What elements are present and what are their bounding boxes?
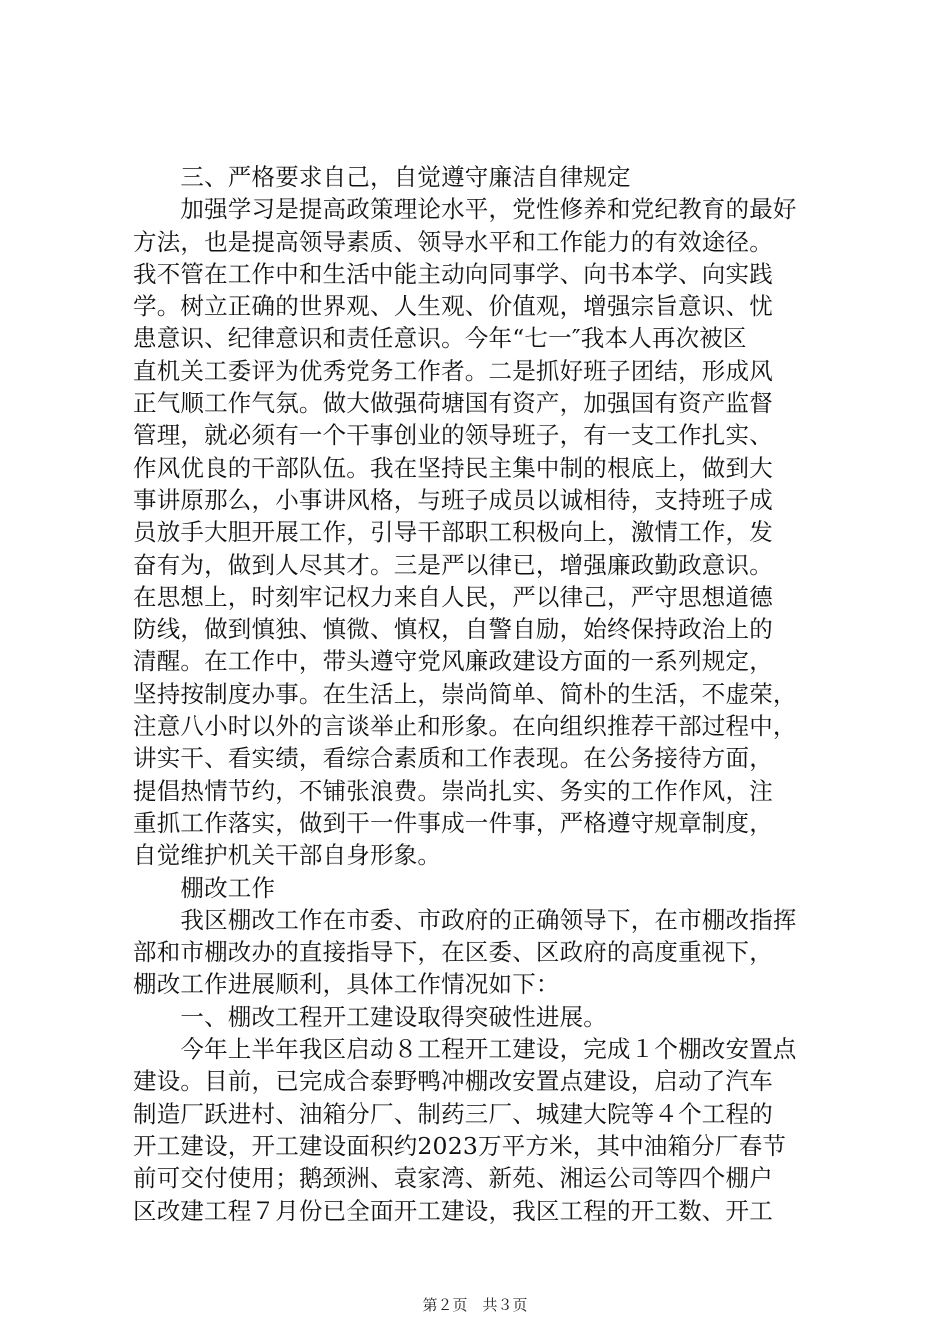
- text-line: 直机关工委评为优秀党务工作者。二是抓好班子团结，形成风: [133, 356, 773, 385]
- text-line: 开工建设，开工建设面积约2023万平方米，其中油箱分厂春节: [133, 1131, 787, 1160]
- text-line: 防线，做到慎独、慎微、慎权，自警自励，始终保持政治上的: [133, 615, 773, 644]
- text-line: 部和市棚改办的直接指导下，在区委、区政府的高度重视下，: [133, 938, 773, 967]
- text-line: 棚改工作: [133, 873, 276, 902]
- text-line: 建设。目前，已完成合泰野鸭冲棚改安置点建设，启动了汽车: [133, 1067, 773, 1096]
- text-line: 棚改工作进展顺利，具体工作情况如下：: [133, 970, 560, 999]
- text-line: 患意识、纪律意识和责任意识。今年“七一″我本人再次被区: [133, 324, 747, 353]
- text-line: 加强学习是提高政策理论水平，党性修养和党纪教育的最好: [133, 195, 797, 224]
- text-line: 制造厂跃进村、油箱分厂、制药三厂、城建大院等４个工程的: [133, 1099, 773, 1128]
- text-line: 正气顺工作气氛。做大做强荷塘国有资产，加强国有资产监督: [133, 389, 773, 418]
- text-line: 自觉维护机关干部自身形象。: [133, 841, 442, 870]
- text-line: 前可交付使用；鹅颈洲、袁家湾、新苑、湘运公司等四个棚户: [133, 1164, 773, 1193]
- page-footer: 第２页 共３页: [422, 1296, 528, 1314]
- text-line: 我不管在工作中和生活中能主动向同事学、向书本学、向实践: [133, 259, 773, 288]
- text-line: 讲实干、看实绩，看综合素质和工作表现。在公务接待方面，: [133, 744, 773, 773]
- body-text: [133, 161, 833, 1227]
- text-line: 作风优良的干部队伍。我在坚持民主集中制的根底上，做到大: [133, 453, 773, 482]
- text-line: 今年上半年我区启动８工程开工建设，完成１个棚改安置点: [133, 1035, 797, 1064]
- text-line: 三、严格要求自己，自觉遵守廉洁自律规定: [133, 163, 631, 191]
- text-line: 奋有为，做到人尽其才。三是严以律已，增强廉政勤政意识。: [133, 550, 773, 579]
- text-line: 注意八小时以外的言谈举止和形象。在向组织推荐干部过程中，: [133, 712, 797, 741]
- text-line: 员放手大胆开展工作，引导干部职工积极向上，激情工作，发: [133, 518, 773, 547]
- text-line: 坚持按制度办事。在生活上，崇尚简单、简朴的生活，不虚荣，: [133, 679, 797, 708]
- text-line: 重抓工作落实，做到干一件事成一件事，严格遵守规章制度，: [133, 808, 773, 837]
- text-line: 在思想上，时刻牢记权力来自人民，严以律己，严守思想道德: [133, 582, 773, 611]
- text-line: 管理，就必须有一个干事创业的领导班子，有一支工作扎实、: [133, 421, 773, 450]
- text-line: 一、棚改工程开工建设取得突破性进展。: [133, 1002, 607, 1031]
- text-line: 方法，也是提高领导素质、领导水平和工作能力的有效途径。: [133, 227, 773, 256]
- text-line: 我区棚改工作在市委、市政府的正确领导下，在市棚改指挥: [133, 905, 797, 934]
- text-line: 学。树立正确的世界观、人生观、价值观，增强宗旨意识、忧: [133, 292, 773, 321]
- text-line: 清醒。在工作中，带头遵守党风廉政建设方面的一系列规定，: [133, 647, 773, 676]
- text-line: 提倡热情节约，不铺张浪费。崇尚扎实、务实的工作作风，注: [133, 776, 773, 805]
- text-line: 区改建工程７月份已全面开工建设，我区工程的开工数、开工: [133, 1196, 773, 1225]
- text-line: 事讲原那么，小事讲风格，与班子成员以诚相待，支持班子成: [133, 485, 773, 514]
